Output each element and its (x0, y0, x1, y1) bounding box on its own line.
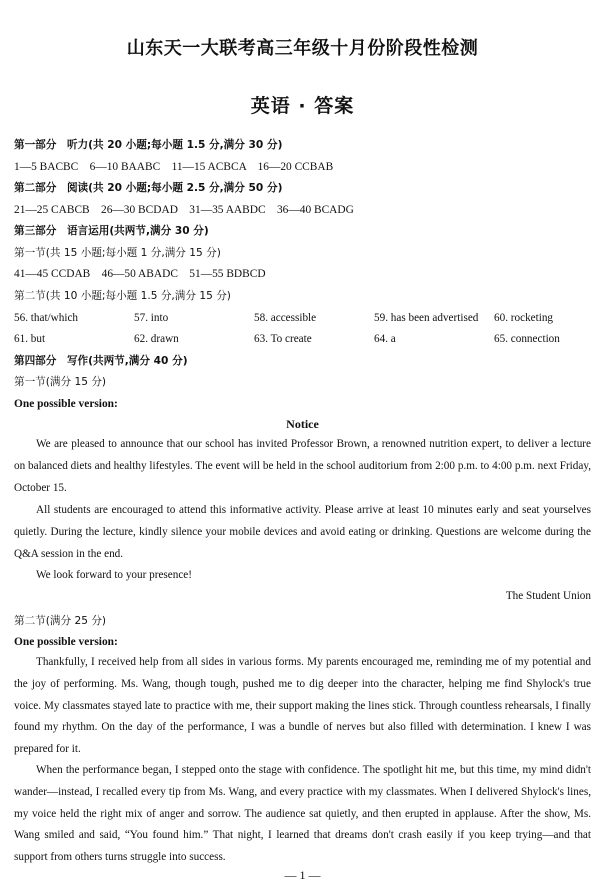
grid-cell: 60. rocketing (494, 312, 554, 324)
part2-heading: 第二部分 阅读(共 20 小题;每小题 2.5 分,满分 50 分) (14, 182, 283, 194)
grid-cell: 57. into (134, 312, 169, 324)
grid-cell: 64. a (374, 333, 396, 345)
story-paragraph: When the performance began, I stepped onto the stage with confidence. The spotlight hit me, but this time, my mind didn't wander—instead, I recalled every tip from Ms. Wang, and every practice with my classmates. When I delivered Shylock's lines, my voice held the right mix of anger and sorrow. The audience sat quietly, and then erupted in applause. After the show, Ms. Wang smiled and said, “You found him.” That night, I learned that dreams don't crash easily if you keep trying—and that support from others turns struggle into success. (14, 764, 591, 864)
notice-title: Notice (286, 417, 319, 431)
grid-cell: 62. drawn (134, 333, 179, 345)
part4-section2-heading: 第二节(满分 25 分) (14, 615, 107, 627)
part3-section1-heading: 第一节(共 15 小题;每小题 1 分,满分 15 分) (14, 247, 221, 259)
part3-section1-answers: 41—45 CCDAB 46—50 ABADC 51—55 BDBCD (14, 268, 266, 280)
part2-answers: 21—25 CABCB 26—30 BCDAD 31—35 AABDC 36—40 BCADG (14, 204, 354, 216)
version-label: One possible version: (14, 636, 118, 648)
notice-paragraph: We are pleased to announce that our school has invited Professor Brown, a renowned nutrition expert, to deliver a lecture on balanced diets and healthy lifestyles. The event will be held in the school auditorium from 2:00 p.m. to 4:00 p.m. next Friday, October 15. (14, 438, 591, 494)
exam-title: 山东天一大联考高三年级十月份阶段性检测 (126, 38, 479, 59)
grid-cell: 59. has been advertised (374, 312, 479, 324)
grid-cell: 63. To create (254, 333, 312, 345)
story-paragraph: Thankfully, I received help from all sides in various forms. My parents encouraged me, reminding me of my potential and the joy of performing. Ms. Wang, though tough, pushed me to dig deeper into the character, helping me find Shylock's true voice. My classmates stayed late to practice with me, their support making the lines stick. Through countless rehearsals, I finally found my rhythm. On the day of the performance, I was a bundle of nerves but also filled with determination. I knew I was prepared for it. (14, 656, 591, 756)
version-label: One possible version: (14, 398, 118, 410)
part1-heading: 第一部分 听力(共 20 小题;每小题 1.5 分,满分 30 分) (14, 139, 283, 151)
page-number: — 1 — (284, 868, 321, 882)
grid-cell: 56. that/which (14, 312, 79, 324)
notice-paragraph: All students are encouraged to attend this informative activity. Please arrive at least 10 minutes early and seat yourselves quietly. During the lecture, kindly silence your mobile devices and avoid eating or drinking. Questions are welcome during the Q&A session in the end. (14, 504, 591, 560)
notice-signature: The Student Union (505, 590, 591, 602)
answer-subtitle: 英语 · 答案 (250, 95, 355, 117)
grid-cell: 65. connection (494, 333, 560, 345)
grid-cell: 61. but (14, 333, 46, 345)
part1-answers: 1—5 BACBC 6—10 BAABC 11—15 ACBCA 16—20 CCBAB (14, 161, 334, 173)
part4-heading: 第四部分 写作(共两节,满分 40 分) (14, 355, 188, 367)
part3-heading: 第三部分 语言运用(共两节,满分 30 分) (14, 225, 209, 237)
part3-section2-heading: 第二节(共 10 小题;每小题 1.5 分,满分 15 分) (14, 290, 231, 302)
notice-paragraph: We look forward to your presence! (36, 569, 192, 581)
grid-cell: 58. accessible (254, 312, 317, 324)
part4-section1-heading: 第一节(满分 15 分) (14, 376, 107, 388)
